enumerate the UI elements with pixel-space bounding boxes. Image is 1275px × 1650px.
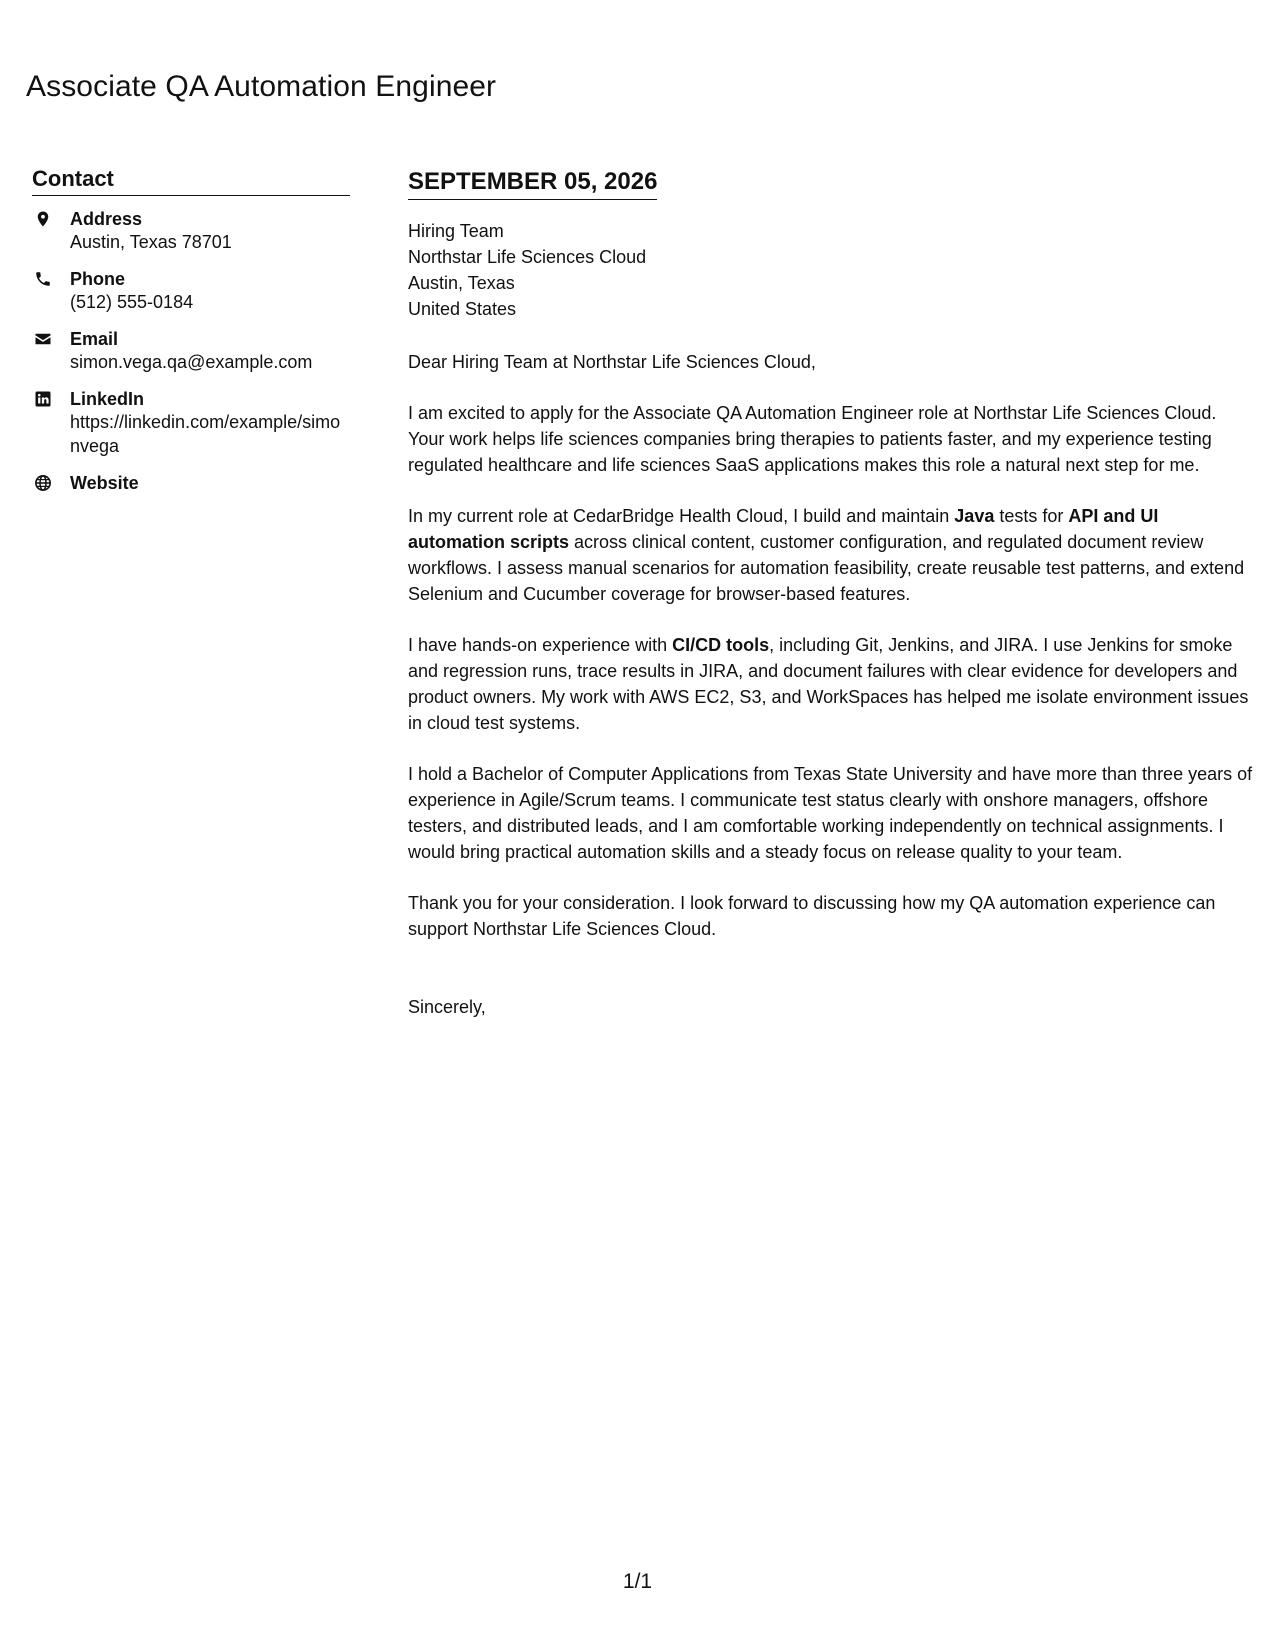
recipient-line: Northstar Life Sciences Cloud bbox=[408, 247, 647, 267]
contact-item-phone bbox=[32, 268, 350, 314]
letter-paragraph bbox=[408, 503, 1253, 607]
cover-letter bbox=[408, 168, 1253, 1020]
letter-paragraph: Thank you for your consideration. I look forward to discussing how my QA automation experience can support Northstar Life Sciences Cloud. bbox=[408, 893, 1216, 939]
contact-label: Phone bbox=[70, 269, 126, 289]
letter-paragraph bbox=[408, 632, 1253, 736]
contact-heading: Contact bbox=[32, 166, 350, 196]
paragraph-text: , including Git, Jenkins, and JIRA. I use Jenkins for smoke and regression runs, trace results in JIRA, and document failures with clear evidence for developers and product owners. My work with AWS EC2, S3, and WorkSpaces has helped me isolate environment issues in cloud test systems. bbox=[408, 635, 1249, 733]
paragraph-text: across clinical content, customer configuration, and regulated document review workflows. I assess manual scenarios for automation feasibility, create reusable test patterns, and extend Selenium and Cucumber coverage for browser-based features. bbox=[408, 532, 1245, 604]
paragraph-text: I have hands-on experience with bbox=[408, 635, 673, 655]
highlight-text: Java bbox=[954, 506, 995, 526]
paragraph-text: tests for bbox=[994, 506, 1069, 526]
recipient-line: Hiring Team bbox=[408, 221, 504, 241]
contact-list bbox=[32, 208, 350, 494]
letter-date: SEPTEMBER 05, 2026 bbox=[408, 168, 657, 200]
linkedin-icon bbox=[34, 390, 52, 408]
highlight-text: CI/CD tools bbox=[672, 635, 770, 655]
contact-value[interactable]: simon.vega.qa@example.com bbox=[70, 352, 313, 372]
highlight-text: API and UI automation scripts bbox=[408, 506, 1159, 552]
contact-label: LinkedIn bbox=[70, 389, 145, 409]
contact-value: (512) 555-0184 bbox=[70, 292, 194, 312]
closing: Sincerely, bbox=[408, 997, 486, 1017]
letter-paragraph: I am excited to apply for the Associate QA Automation Engineer role at Northstar Life Sciences Cloud. Your work helps life sciences companies bring therapies to patients faster, and my experience testing regulated healthcare and life sciences SaaS applications makes this role a natural next step for me. bbox=[408, 403, 1217, 475]
contact-value: Austin, Texas 78701 bbox=[70, 232, 232, 252]
globe-icon bbox=[34, 474, 52, 492]
contact-sidebar bbox=[32, 166, 350, 508]
document-title: Associate QA Automation Engineer bbox=[26, 70, 497, 103]
contact-label[interactable]: Website bbox=[70, 473, 139, 493]
contact-label: Email bbox=[70, 329, 119, 349]
phone-icon bbox=[34, 270, 52, 288]
page-number: 1/1 bbox=[622, 1570, 653, 1593]
contact-item-website bbox=[32, 472, 350, 494]
contact-item-address bbox=[32, 208, 350, 254]
contact-value[interactable]: https://linkedin.com/example/simonvega bbox=[70, 412, 341, 456]
paragraph-text: In my current role at CedarBridge Health Cloud, I build and maintain bbox=[408, 506, 955, 526]
envelope-icon bbox=[34, 330, 52, 348]
contact-item-email bbox=[32, 328, 350, 374]
contact-item-linkedin bbox=[32, 388, 350, 458]
recipient-address bbox=[408, 218, 1253, 322]
contact-label: Address bbox=[70, 209, 143, 229]
recipient-line: United States bbox=[408, 299, 517, 319]
recipient-line: Austin, Texas bbox=[408, 273, 515, 293]
salutation: Dear Hiring Team at Northstar Life Sciences Cloud, bbox=[408, 352, 816, 372]
map-pin-icon bbox=[34, 210, 52, 228]
letter-paragraph: I hold a Bachelor of Computer Applications from Texas State University and have more than three years of experience in Agile/Scrum teams. I communicate test status clearly with onshore managers, offshore testers, and distributed leads, and I am comfortable working independently on technical assignments. I would bring practical automation skills and a steady focus on release quality to your team. bbox=[408, 764, 1253, 862]
